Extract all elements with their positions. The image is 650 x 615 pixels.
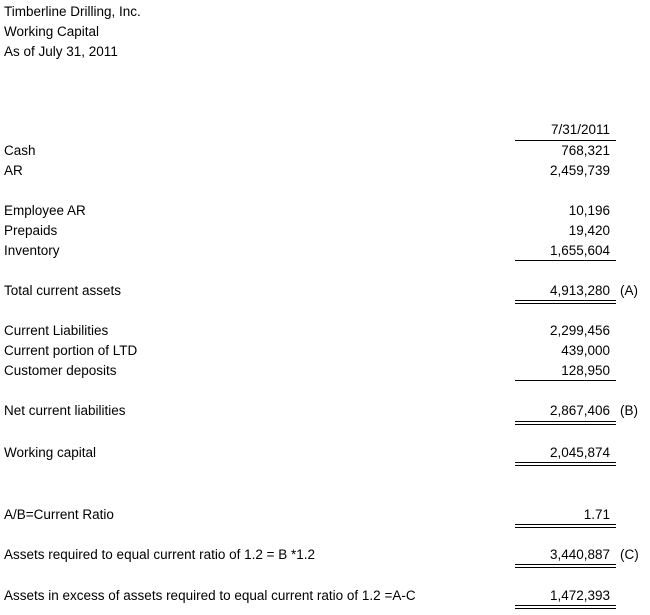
row-label: Employee AR xyxy=(4,203,86,218)
total-double-underline-top xyxy=(515,421,616,422)
total-double-underline-bottom xyxy=(515,608,616,609)
total-double-underline-bottom xyxy=(515,424,616,425)
row-label: Customer deposits xyxy=(4,363,117,378)
total-double-underline-bottom xyxy=(515,465,616,466)
row-label: Current portion of LTD xyxy=(4,343,138,358)
total-double-underline-bottom xyxy=(515,527,616,528)
total-double-underline-top xyxy=(515,462,616,463)
row-value: 3,440,887 xyxy=(549,547,610,562)
row-label: Assets in excess of assets required to equal current ratio of 1.2 =A-C xyxy=(4,588,416,603)
row-label: A/B=Current Ratio xyxy=(4,507,114,522)
row-value: 128,950 xyxy=(561,363,610,378)
row-label: Working capital xyxy=(4,445,97,460)
column-header-underline xyxy=(515,140,616,141)
row-label: Assets required to equal current ratio of 1.2 = B *1.2 xyxy=(4,547,316,562)
report-title: Working Capital xyxy=(4,24,100,39)
row-value: 2,867,406 xyxy=(549,403,610,418)
row-value: 2,045,874 xyxy=(549,445,610,460)
total-double-underline-bottom xyxy=(515,567,616,568)
row-label: AR xyxy=(4,163,23,178)
row-marker: (A) xyxy=(620,283,638,298)
row-marker: (B) xyxy=(620,403,638,418)
row-value: 19,420 xyxy=(568,223,610,238)
row-label: Prepaids xyxy=(4,223,58,238)
total-double-underline-top xyxy=(515,605,616,606)
row-value: 1,655,604 xyxy=(549,243,610,258)
row-value: 439,000 xyxy=(561,343,610,358)
row-value: 768,321 xyxy=(561,143,610,158)
row-marker: (C) xyxy=(620,547,639,562)
company-name: Timberline Drilling, Inc. xyxy=(4,4,141,19)
total-double-underline-top xyxy=(515,524,616,525)
row-label: Net current liabilities xyxy=(4,403,126,418)
total-double-underline-top xyxy=(515,300,616,301)
row-label: Inventory xyxy=(4,243,60,258)
row-value: 10,196 xyxy=(568,203,610,218)
row-label: Cash xyxy=(4,143,36,158)
total-double-underline-bottom xyxy=(515,303,616,304)
row-value: 1,472,393 xyxy=(549,588,610,603)
row-value: 2,299,456 xyxy=(549,323,610,338)
row-value: 2,459,739 xyxy=(549,163,610,178)
subtotal-underline xyxy=(515,380,616,381)
row-label: Total current assets xyxy=(4,283,122,298)
column-header-date: 7/31/2011 xyxy=(550,122,610,137)
row-value: 1.71 xyxy=(583,507,610,522)
total-double-underline-top xyxy=(515,564,616,565)
report-date: As of July 31, 2011 xyxy=(4,44,118,59)
subtotal-underline xyxy=(515,260,616,261)
row-value: 4,913,280 xyxy=(549,283,610,298)
row-label: Current Liabilities xyxy=(4,323,109,338)
